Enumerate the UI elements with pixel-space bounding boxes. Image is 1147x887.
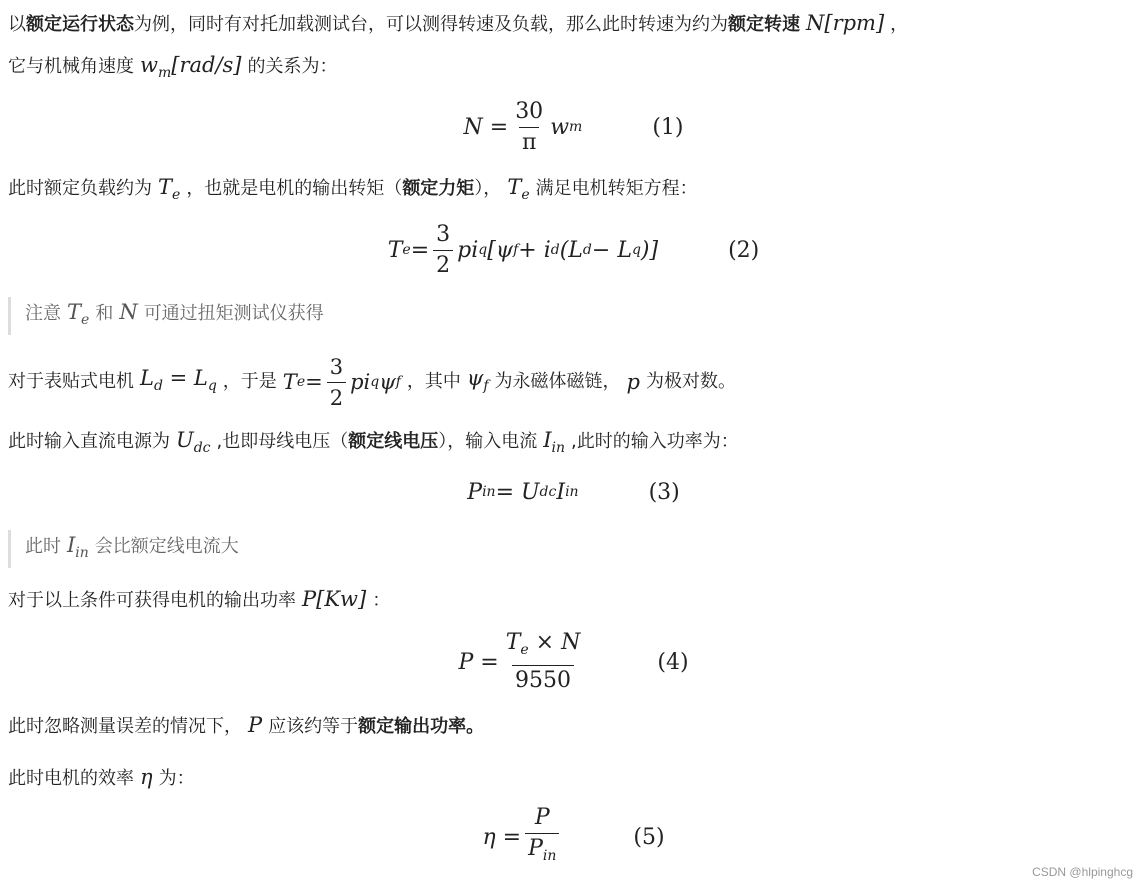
text: 此时忽略测量误差的情况下， — [8, 716, 242, 737]
csdn-watermark: CSDN @hlpinghcg — [1032, 865, 1133, 879]
text: 此时额定负载约为 — [8, 178, 152, 199]
text: 应该约等于 — [268, 716, 359, 737]
math-sub: e — [296, 374, 306, 390]
eq2-psi: [ψ — [487, 237, 514, 263]
math-te: T — [282, 370, 297, 394]
eq2-sub: d — [582, 242, 592, 258]
eq2-sub: d — [550, 242, 560, 258]
eq4-denominator: 9550 — [512, 665, 574, 694]
text: 会比额定线电流大 — [94, 536, 239, 557]
eq1-lhs: N = — [463, 114, 509, 140]
eq3-sub: dc — [539, 484, 557, 500]
bold-rated-speed: 额定转速 — [728, 14, 800, 35]
eq1-w: w — [550, 114, 570, 140]
text: 的关系为： — [247, 56, 338, 77]
math-sub: in — [75, 545, 89, 561]
eq4-t: T — [505, 630, 521, 655]
math-n: N — [119, 300, 138, 324]
text: ， — [890, 14, 909, 35]
bold-rated-state: 额定运行状态 — [26, 14, 134, 35]
math-p: p — [626, 370, 640, 394]
paragraph-efficiency — [8, 764, 195, 792]
paragraph-rated-output — [8, 712, 484, 740]
text: 此时 — [25, 536, 61, 557]
math-eq-l: = L — [162, 366, 208, 390]
text: ,此时的输入功率为： — [571, 431, 739, 452]
math-n-rpm: N[rpm] — [806, 11, 885, 35]
eq2-sub: q — [478, 242, 488, 258]
bold-rated-torque: 额定力矩 — [402, 178, 475, 199]
eq2-ld: (L — [559, 237, 583, 263]
eq3-tag: (3) — [648, 479, 680, 505]
eq2-id: + i — [518, 237, 551, 263]
math-pi: pi — [350, 370, 371, 394]
text: 和 — [95, 303, 114, 324]
equation-2 — [0, 214, 1147, 286]
eq2-t: T — [387, 237, 403, 263]
text: 它与机械角速度 — [8, 56, 134, 77]
eq2-sub: q — [631, 242, 641, 258]
paragraph-surface-motor — [8, 346, 736, 418]
eq5-sub: in — [542, 848, 557, 864]
math-sub: e — [172, 187, 181, 203]
math-i: I — [543, 428, 552, 452]
equation-4 — [0, 626, 1147, 698]
math-p-kw: P[Kw] — [302, 587, 367, 611]
math-eta: η — [140, 765, 153, 789]
paragraph-rated-state — [8, 10, 908, 38]
math-l: L — [140, 366, 154, 390]
eq3-i: I — [556, 479, 566, 505]
text: ： — [372, 590, 391, 611]
inline-fraction — [327, 354, 346, 411]
eq1-numerator: 30 — [515, 98, 544, 124]
eq2-close: )] — [640, 237, 659, 263]
text: 为永磁体磁链， — [494, 371, 621, 392]
math-sub: e — [81, 312, 90, 328]
text: 以 — [8, 14, 26, 35]
eq5-p: P — [528, 836, 543, 861]
eq2-fraction — [433, 222, 453, 279]
math-u: U — [176, 428, 194, 452]
eq2-numerator: 3 — [436, 221, 451, 247]
math-sub: q — [207, 378, 217, 394]
eq3-sub: in — [565, 484, 579, 500]
math-sub: f — [483, 378, 489, 394]
text: 此时电机的效率 — [8, 768, 134, 789]
eq3-sub: in — [482, 484, 496, 500]
eq2-pi: pi — [457, 237, 479, 263]
blockquote-current-note — [8, 530, 239, 568]
text: ，也就是电机的输出转矩（ — [186, 178, 403, 199]
paragraph-output-power — [8, 586, 390, 614]
text: ，于是 — [222, 371, 277, 392]
eq1-denominator: π — [519, 127, 539, 156]
eq4-tag: (4) — [657, 649, 689, 675]
paragraph-relation — [8, 52, 338, 86]
math-w: w — [140, 53, 158, 77]
eq2-lq: − L — [591, 237, 632, 263]
math-te: T — [67, 300, 82, 324]
text: ），输入电流 — [438, 431, 538, 452]
eq4-lhs: P = — [458, 649, 499, 675]
text: 为极对数。 — [646, 371, 736, 392]
bold-rated-output-power: 额定输出功率。 — [358, 716, 485, 737]
text: ,也即母线电压（ — [216, 431, 349, 452]
equation-1 — [0, 92, 1147, 162]
math-te: T — [507, 175, 522, 199]
math-sub: d — [153, 378, 163, 394]
blockquote-note-measure — [8, 297, 324, 335]
math-sub: e — [521, 187, 530, 203]
eq2-denominator: 2 — [433, 250, 453, 279]
equation-3 — [0, 474, 1147, 510]
math-psi: ψ — [379, 370, 396, 394]
text: 此时输入直流电源为 — [8, 431, 170, 452]
eq1-tag: (1) — [652, 114, 684, 140]
text: 满足电机转矩方程： — [535, 178, 698, 199]
text: 可通过扭矩测试仪获得 — [143, 303, 324, 324]
eq5-fraction — [525, 805, 559, 869]
text: 注意 — [25, 303, 61, 324]
eq2-sub: f — [513, 242, 519, 258]
eq2-equals: = — [410, 237, 430, 263]
eq2-tag: (2) — [728, 237, 760, 263]
math-sub: f — [395, 374, 401, 390]
eq5-numerator: P — [534, 805, 550, 830]
inline-numerator: 3 — [329, 354, 344, 379]
eq4-sub: e — [520, 642, 529, 658]
eq1-sub: m — [569, 119, 583, 135]
text: 对于以上条件可获得电机的输出功率 — [8, 590, 296, 611]
eq5-lhs: η = — [482, 824, 522, 850]
text: 为： — [158, 768, 195, 789]
eq3-u: = U — [495, 479, 540, 505]
math-equals: = — [305, 370, 323, 394]
inline-denominator: 2 — [327, 382, 346, 411]
bold-rated-line-voltage: 额定线电压 — [348, 431, 439, 452]
math-sub: m — [157, 65, 172, 81]
eq4-times-n: × N — [528, 630, 581, 655]
math-rad-s: [rad/s] — [171, 53, 242, 77]
eq5-tag: (5) — [633, 824, 665, 850]
math-sub: in — [551, 440, 566, 456]
text: ，其中 — [406, 371, 461, 392]
math-sub: q — [370, 374, 380, 390]
eq4-fraction — [503, 630, 584, 694]
text: 对于表贴式电机 — [8, 371, 134, 392]
paragraph-input-power — [8, 427, 739, 461]
math-sub: dc — [193, 440, 211, 456]
equation-5 — [0, 800, 1147, 874]
paragraph-rated-torque — [8, 174, 698, 208]
text: ）， — [474, 178, 502, 199]
eq2-sub: e — [402, 242, 411, 258]
eq3-p: P — [467, 479, 483, 505]
text: 为例，同时有对托加载测试台，可以测得转速及负载，那么此时转速为约为 — [134, 14, 728, 35]
eq1-fraction — [512, 99, 546, 156]
math-i: I — [67, 533, 76, 557]
math-psi: ψ — [466, 366, 484, 390]
math-te: T — [158, 175, 173, 199]
math-p: P — [248, 713, 263, 737]
